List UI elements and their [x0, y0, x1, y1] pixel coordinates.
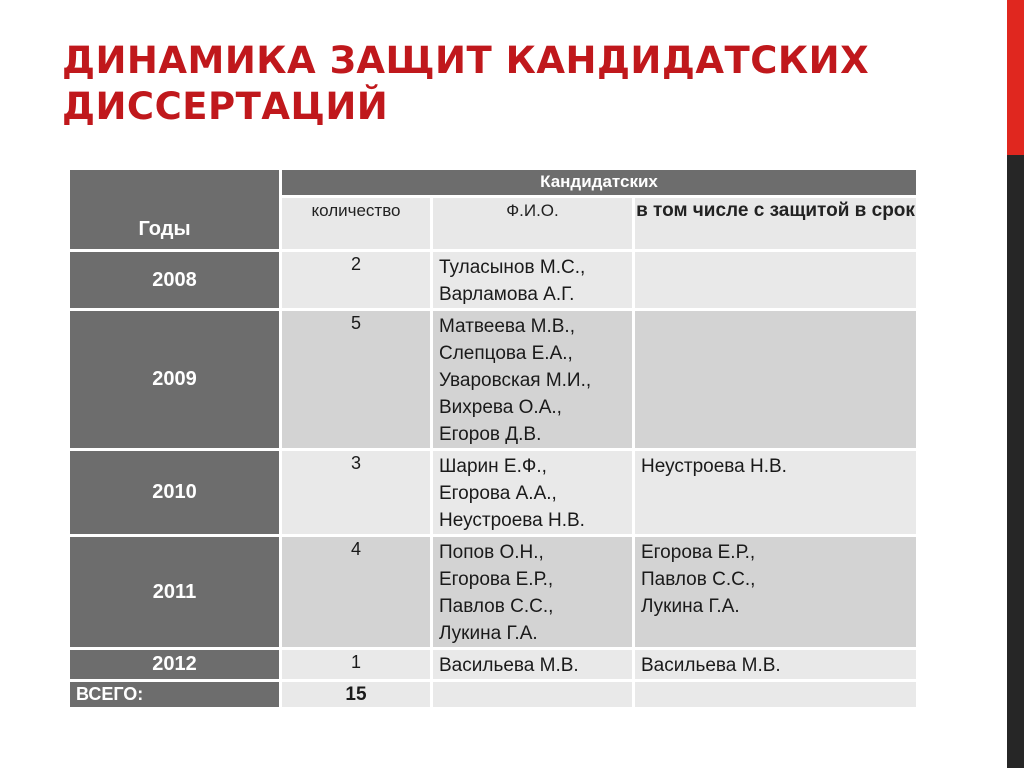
ontime-cell: Егорова Е.Р., Павлов С.С., Лукина Г.А.: [634, 536, 918, 649]
empty-cell: [634, 681, 918, 709]
year-cell: 2011: [69, 536, 281, 649]
table-row: [69, 450, 918, 536]
ontime-column-header: в том числе с защитой в срок: [634, 197, 918, 251]
side-accent-dark: [1007, 155, 1024, 768]
names-column-header: Ф.И.О.: [432, 197, 634, 251]
empty-cell: [432, 681, 634, 709]
names-cell: Шарин Е.Ф., Егорова А.А., Неустроева Н.В.: [432, 450, 634, 536]
count-cell: 5: [281, 310, 432, 450]
names-cell: Туласынов М.С., Варламова А.Г.: [432, 251, 634, 310]
table-row: [69, 649, 918, 681]
total-count: 15: [281, 681, 432, 709]
table-row: [69, 251, 918, 310]
count-cell: 4: [281, 536, 432, 649]
count-cell: 3: [281, 450, 432, 536]
table-row: [69, 536, 918, 649]
ontime-cell: [634, 310, 918, 450]
year-cell: 2009: [69, 310, 281, 450]
names-cell: Васильева М.В.: [432, 649, 634, 681]
names-cell: Попов О.Н., Егорова Е.Р., Павлов С.С., Лукина Г.А.: [432, 536, 634, 649]
year-cell: 2012: [69, 649, 281, 681]
ontime-cell: Васильева М.В.: [634, 649, 918, 681]
total-row: [69, 681, 918, 709]
slide-title: ДИНАМИКА ЗАЩИТ КАНДИДАТСКИХ ДИССЕРТАЦИЙ: [62, 39, 870, 128]
count-cell: 1: [281, 649, 432, 681]
ontime-cell: [634, 251, 918, 310]
names-cell: Матвеева М.В., Слепцова Е.А., Уваровская М.И., Вихрева О.А., Егоров Д.В.: [432, 310, 634, 450]
table-row: [69, 310, 918, 450]
ontime-cell: Неустроева Н.В.: [634, 450, 918, 536]
year-cell: 2008: [69, 251, 281, 310]
total-label: ВСЕГО:: [69, 681, 281, 709]
group-header: Кандидатских: [281, 169, 918, 197]
table-header-row: [69, 169, 918, 197]
defenses-table: [67, 167, 919, 710]
side-accent-red: [1007, 0, 1024, 155]
count-cell: 2: [281, 251, 432, 310]
years-header: Годы: [69, 169, 281, 251]
count-column-header: количество: [281, 197, 432, 251]
year-cell: 2010: [69, 450, 281, 536]
